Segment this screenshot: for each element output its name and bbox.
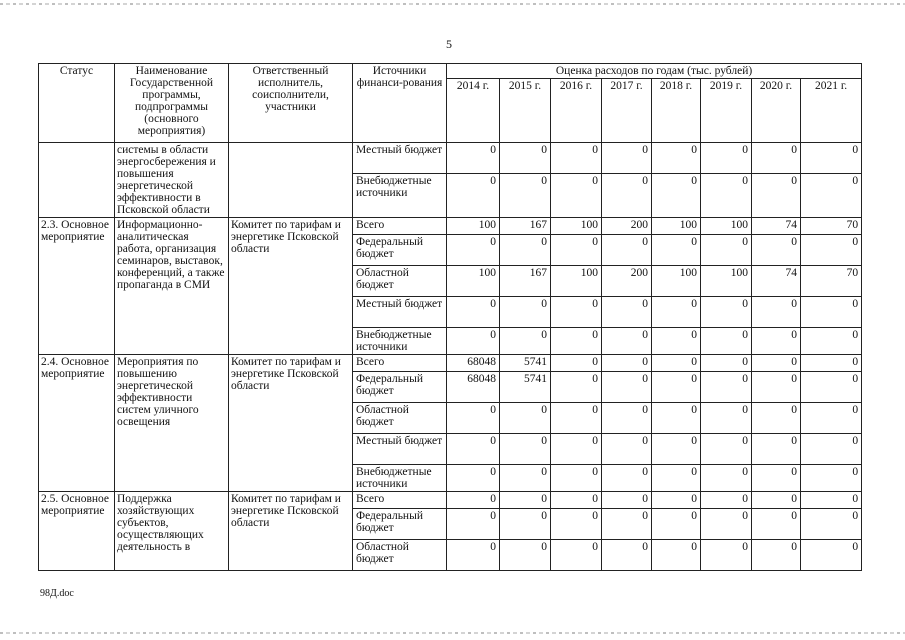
value-cell: 0 bbox=[701, 174, 752, 218]
value-cell: 0 bbox=[652, 143, 701, 174]
value-cell: 0 bbox=[551, 372, 602, 403]
value-cell: 0 bbox=[801, 403, 862, 434]
value-cell: 0 bbox=[752, 492, 801, 509]
value-cell: 0 bbox=[801, 143, 862, 174]
value-cell: 0 bbox=[752, 355, 801, 372]
program-name-cell: системы в области энергосбережения и повышения энергетической эффективности в Псковской области bbox=[115, 143, 229, 218]
value-cell: 100 bbox=[701, 266, 752, 297]
value-cell: 0 bbox=[801, 372, 862, 403]
funding-source-cell: Внебюджетные источники bbox=[353, 465, 447, 492]
value-cell: 0 bbox=[500, 328, 551, 355]
value-cell: 0 bbox=[752, 434, 801, 465]
value-cell: 70 bbox=[801, 266, 862, 297]
value-cell: 200 bbox=[602, 266, 652, 297]
header-executor: Ответственный исполнитель, соисполнители, участники bbox=[229, 64, 353, 143]
header-status: Статус bbox=[39, 64, 115, 143]
funding-source-cell: Всего bbox=[353, 355, 447, 372]
value-cell: 68048 bbox=[447, 372, 500, 403]
value-cell: 0 bbox=[447, 434, 500, 465]
value-cell: 0 bbox=[652, 235, 701, 266]
value-cell: 0 bbox=[652, 297, 701, 328]
funding-source-cell: Местный бюджет bbox=[353, 434, 447, 465]
value-cell: 0 bbox=[701, 297, 752, 328]
value-cell: 0 bbox=[801, 174, 862, 218]
program-name-cell: Информационно-аналитическая работа, организация семинаров, выставок, конференций, а также пропаганда в СМИ bbox=[115, 218, 229, 355]
value-cell: 0 bbox=[551, 355, 602, 372]
value-cell: 0 bbox=[551, 143, 602, 174]
value-cell: 0 bbox=[551, 465, 602, 492]
value-cell: 0 bbox=[701, 403, 752, 434]
value-cell: 0 bbox=[447, 492, 500, 509]
value-cell: 0 bbox=[551, 434, 602, 465]
funding-source-cell: Федеральный бюджет bbox=[353, 235, 447, 266]
value-cell: 0 bbox=[701, 143, 752, 174]
value-cell: 0 bbox=[602, 372, 652, 403]
value-cell: 0 bbox=[701, 372, 752, 403]
footer-filename: 98Д.doc bbox=[40, 588, 74, 599]
value-cell: 0 bbox=[551, 297, 602, 328]
funding-source-cell: Всего bbox=[353, 492, 447, 509]
value-cell: 200 bbox=[602, 218, 652, 235]
value-cell: 0 bbox=[752, 235, 801, 266]
value-cell: 0 bbox=[602, 465, 652, 492]
value-cell: 68048 bbox=[447, 355, 500, 372]
value-cell: 100 bbox=[551, 218, 602, 235]
value-cell: 0 bbox=[801, 492, 862, 509]
value-cell: 0 bbox=[801, 297, 862, 328]
value-cell: 0 bbox=[551, 328, 602, 355]
value-cell: 0 bbox=[652, 465, 701, 492]
value-cell: 0 bbox=[602, 174, 652, 218]
funding-source-cell: Внебюджетные источники bbox=[353, 174, 447, 218]
funding-source-cell: Областной бюджет bbox=[353, 540, 447, 571]
value-cell: 0 bbox=[500, 143, 551, 174]
value-cell: 0 bbox=[551, 403, 602, 434]
value-cell: 100 bbox=[701, 218, 752, 235]
value-cell: 0 bbox=[652, 509, 701, 540]
value-cell: 0 bbox=[551, 492, 602, 509]
value-cell: 0 bbox=[652, 492, 701, 509]
value-cell: 167 bbox=[500, 266, 551, 297]
value-cell: 0 bbox=[701, 235, 752, 266]
value-cell: 0 bbox=[701, 540, 752, 571]
scan-artifact-bottom bbox=[0, 632, 905, 634]
value-cell: 0 bbox=[752, 403, 801, 434]
value-cell: 0 bbox=[500, 509, 551, 540]
value-cell: 0 bbox=[652, 434, 701, 465]
value-cell: 0 bbox=[801, 235, 862, 266]
value-cell: 70 bbox=[801, 218, 862, 235]
value-cell: 0 bbox=[602, 492, 652, 509]
value-cell: 0 bbox=[447, 297, 500, 328]
header-year: 2014 г. bbox=[447, 79, 500, 143]
value-cell: 0 bbox=[801, 328, 862, 355]
value-cell: 0 bbox=[500, 434, 551, 465]
funding-source-cell: Областной бюджет bbox=[353, 266, 447, 297]
funding-source-cell: Областной бюджет bbox=[353, 403, 447, 434]
value-cell: 0 bbox=[602, 355, 652, 372]
value-cell: 0 bbox=[652, 328, 701, 355]
value-cell: 0 bbox=[752, 509, 801, 540]
value-cell: 0 bbox=[551, 540, 602, 571]
header-year: 2019 г. bbox=[701, 79, 752, 143]
value-cell: 0 bbox=[701, 465, 752, 492]
value-cell: 167 bbox=[500, 218, 551, 235]
value-cell: 0 bbox=[701, 355, 752, 372]
value-cell: 0 bbox=[500, 174, 551, 218]
value-cell: 0 bbox=[701, 328, 752, 355]
value-cell: 5741 bbox=[500, 372, 551, 403]
funding-source-cell: Местный бюджет bbox=[353, 143, 447, 174]
value-cell: 0 bbox=[500, 403, 551, 434]
status-cell bbox=[39, 143, 115, 218]
value-cell: 0 bbox=[551, 509, 602, 540]
value-cell: 0 bbox=[602, 403, 652, 434]
value-cell: 74 bbox=[752, 266, 801, 297]
value-cell: 74 bbox=[752, 218, 801, 235]
value-cell: 0 bbox=[752, 297, 801, 328]
value-cell: 0 bbox=[602, 540, 652, 571]
executor-cell bbox=[229, 143, 353, 218]
value-cell: 0 bbox=[701, 509, 752, 540]
value-cell: 0 bbox=[447, 509, 500, 540]
value-cell: 100 bbox=[652, 266, 701, 297]
value-cell: 0 bbox=[752, 465, 801, 492]
funding-source-cell: Внебюджетные источники bbox=[353, 328, 447, 355]
value-cell: 0 bbox=[551, 174, 602, 218]
value-cell: 0 bbox=[801, 465, 862, 492]
program-name-cell: Мероприятия по повышению энергетической эффективности систем уличного освещения bbox=[115, 355, 229, 492]
value-cell: 0 bbox=[447, 143, 500, 174]
funding-source-cell: Федеральный бюджет bbox=[353, 509, 447, 540]
header-program: Наименование Государственной программы, подпрограммы (основного мероприятия) bbox=[115, 64, 229, 143]
value-cell: 0 bbox=[602, 434, 652, 465]
funding-source-cell: Местный бюджет bbox=[353, 297, 447, 328]
status-cell: 2.4. Основное мероприятие bbox=[39, 355, 115, 492]
header-costs: Оценка расходов по годам (тыс. рублей) bbox=[447, 64, 862, 79]
value-cell: 0 bbox=[447, 403, 500, 434]
header-year: 2017 г. bbox=[602, 79, 652, 143]
value-cell: 0 bbox=[447, 540, 500, 571]
value-cell: 0 bbox=[752, 328, 801, 355]
value-cell: 0 bbox=[602, 235, 652, 266]
value-cell: 0 bbox=[652, 355, 701, 372]
value-cell: 0 bbox=[652, 174, 701, 218]
value-cell: 100 bbox=[652, 218, 701, 235]
header-year: 2021 г. bbox=[801, 79, 862, 143]
header-year: 2020 г. bbox=[752, 79, 801, 143]
header-sources: Источники финанси-рования bbox=[353, 64, 447, 143]
expenses-table bbox=[38, 63, 862, 571]
table-row bbox=[39, 492, 862, 509]
value-cell: 0 bbox=[602, 509, 652, 540]
value-cell: 0 bbox=[801, 540, 862, 571]
value-cell: 0 bbox=[447, 465, 500, 492]
value-cell: 0 bbox=[602, 297, 652, 328]
value-cell: 0 bbox=[447, 174, 500, 218]
page-number: 5 bbox=[446, 37, 452, 51]
status-cell: 2.3. Основное мероприятие bbox=[39, 218, 115, 355]
value-cell: 0 bbox=[602, 143, 652, 174]
executor-cell: Комитет по тарифам и энергетике Псковской области bbox=[229, 355, 353, 492]
value-cell: 0 bbox=[801, 434, 862, 465]
value-cell: 100 bbox=[447, 266, 500, 297]
value-cell: 0 bbox=[551, 235, 602, 266]
table-row bbox=[39, 143, 862, 174]
value-cell: 0 bbox=[701, 434, 752, 465]
value-cell: 0 bbox=[500, 235, 551, 266]
table-row bbox=[39, 218, 862, 235]
value-cell: 0 bbox=[447, 235, 500, 266]
funding-source-cell: Всего bbox=[353, 218, 447, 235]
value-cell: 0 bbox=[500, 540, 551, 571]
executor-cell: Комитет по тарифам и энергетике Псковской области bbox=[229, 492, 353, 571]
value-cell: 0 bbox=[500, 297, 551, 328]
scan-artifact-top bbox=[0, 3, 905, 5]
value-cell: 100 bbox=[551, 266, 602, 297]
executor-cell: Комитет по тарифам и энергетике Псковской области bbox=[229, 218, 353, 355]
value-cell: 0 bbox=[752, 143, 801, 174]
funding-source-cell: Федеральный бюджет bbox=[353, 372, 447, 403]
value-cell: 5741 bbox=[500, 355, 551, 372]
value-cell: 100 bbox=[447, 218, 500, 235]
header-year: 2018 г. bbox=[652, 79, 701, 143]
header-year: 2016 г. bbox=[551, 79, 602, 143]
program-name-cell: Поддержка хозяйствующих субъектов, осуществляющих деятельность в bbox=[115, 492, 229, 571]
value-cell: 0 bbox=[801, 355, 862, 372]
value-cell: 0 bbox=[500, 465, 551, 492]
value-cell: 0 bbox=[652, 372, 701, 403]
value-cell: 0 bbox=[801, 509, 862, 540]
value-cell: 0 bbox=[701, 492, 752, 509]
header-year: 2015 г. bbox=[500, 79, 551, 143]
status-cell: 2.5. Основное мероприятие bbox=[39, 492, 115, 571]
table-row bbox=[39, 355, 862, 372]
value-cell: 0 bbox=[752, 174, 801, 218]
value-cell: 0 bbox=[752, 372, 801, 403]
value-cell: 0 bbox=[752, 540, 801, 571]
value-cell: 0 bbox=[447, 328, 500, 355]
value-cell: 0 bbox=[500, 492, 551, 509]
value-cell: 0 bbox=[652, 540, 701, 571]
value-cell: 0 bbox=[602, 328, 652, 355]
value-cell: 0 bbox=[652, 403, 701, 434]
